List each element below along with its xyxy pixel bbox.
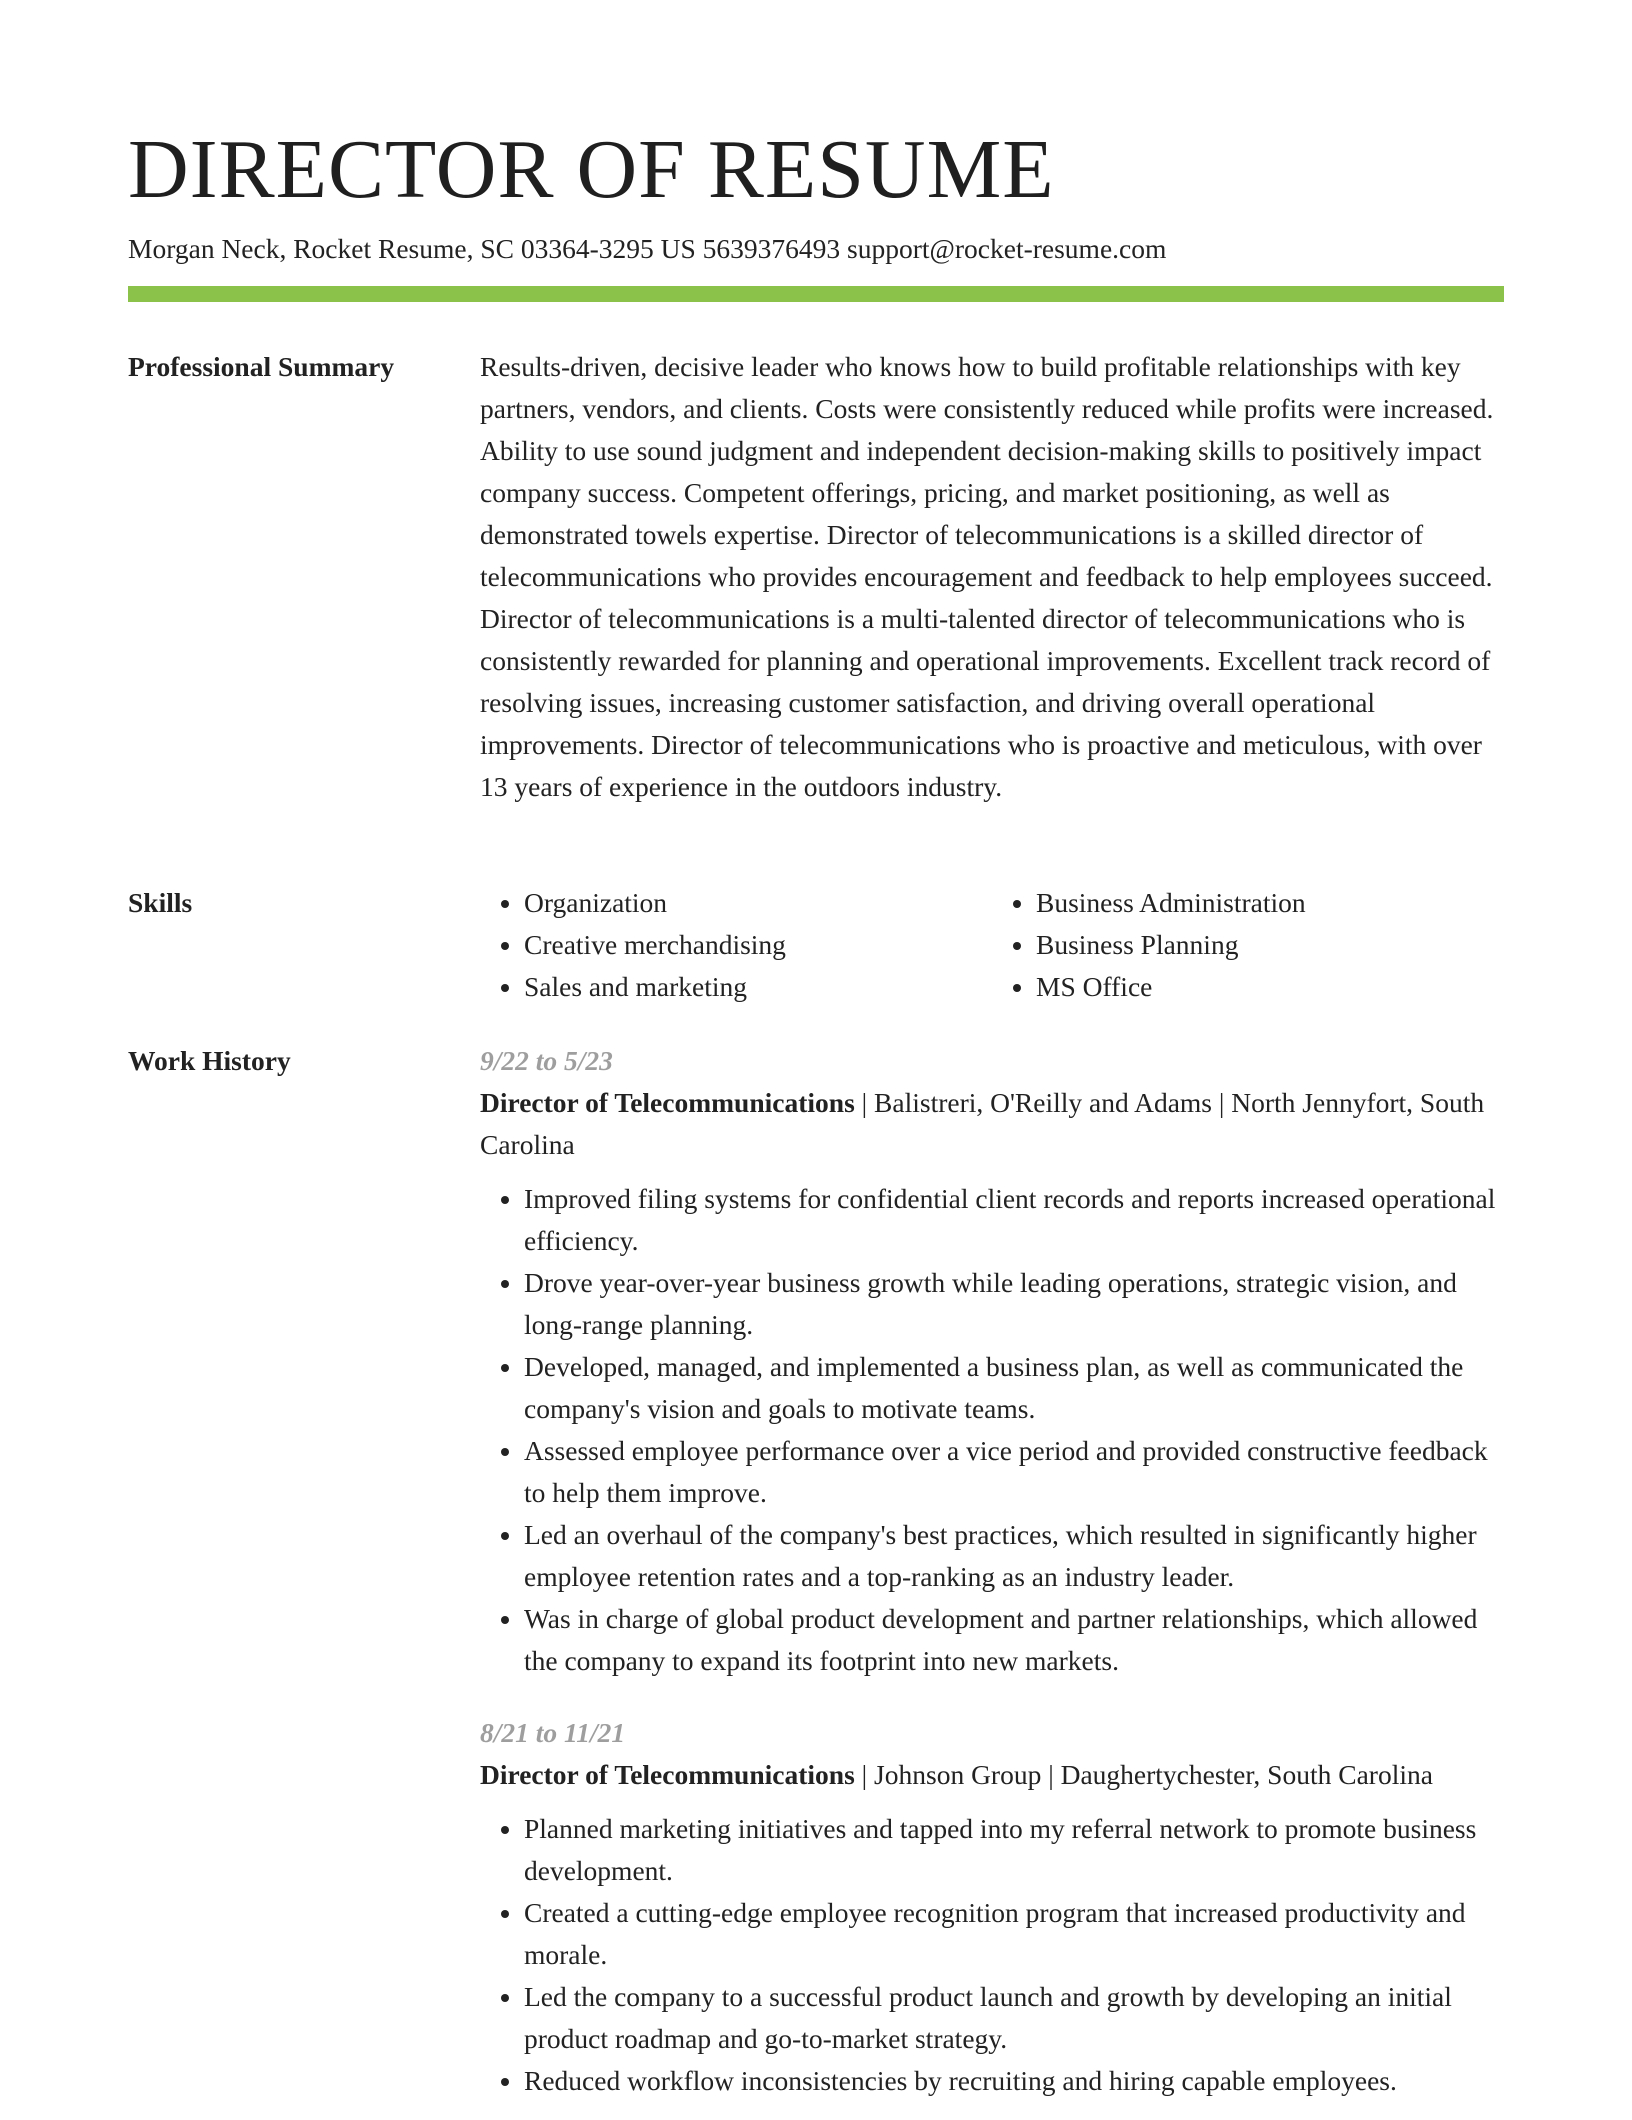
summary-label: Professional Summary — [128, 351, 395, 382]
job-bullet: • Was in charge of global product development and partner relationships, which allowed the company to expand its footprint into new markets. — [524, 1598, 1504, 1682]
job-bullet-list — [480, 1808, 1504, 2102]
job-bullet: • Planned marketing initiatives and tapped into my referral network to promote business development. — [524, 1808, 1504, 1892]
skill-item: • Creative merchandising — [524, 924, 992, 966]
job-bullet: • Drove year-over-year business growth while leading operations, strategic vision, and long-range planning. — [524, 1262, 1504, 1346]
skill-item: • Sales and marketing — [524, 966, 992, 1008]
contact-line — [128, 230, 1166, 268]
skills-list-left — [480, 882, 992, 1008]
job-heading — [480, 1754, 1504, 1796]
job-bullet: • Created a cutting-edge employee recognition program that increased productivity and morale. — [524, 1892, 1504, 1976]
skills-label: Skills — [128, 887, 193, 918]
skill-item: • Organization — [524, 882, 992, 924]
skills-list-right — [992, 882, 1504, 1008]
summary-body — [480, 346, 1504, 808]
skill-item: • MS Office — [1036, 966, 1504, 1008]
contact-email: support@rocket-resume.com — [847, 233, 1167, 264]
summary-text: Results-driven, decisive leader who knows how to build profitable relationships with key partners, vendors, and clients. Costs were consistently reduced while profits were increased. Ability to use sound judgment and independent decision-making skills to positively impact company success. Competent offerings, pricing, and market positioning, as well as demonstrated towels expertise. Director of telecommunications is a skilled director of telecommunications who provides encouragement and feedback to help employees succeed. Director of telecommunications is a multi-talented director of telecommunications who is consistently rewarded for planning and operational improvements. Excellent track record of resolving issues, increasing customer satisfaction, and driving overall operational improvements. Director of telecommunications who is proactive and meticulous, with over 13 years of experience in the outdoors industry. — [480, 351, 1494, 802]
job-title: Director of Telecommunications — [480, 1759, 855, 1790]
job-heading — [480, 1082, 1504, 1166]
job-title: Director of Telecommunications — [480, 1087, 855, 1118]
job-bullet-list — [480, 1178, 1504, 1682]
job-bullet: • Reduced workflow inconsistencies by recruiting and hiring capable employees. — [524, 2060, 1504, 2102]
job-bullet: • Developed, managed, and implemented a business plan, as well as communicated the company's vision and goals to motivate teams. — [524, 1346, 1504, 1430]
job-entry — [480, 1712, 1504, 2102]
skills-columns — [480, 882, 1504, 1008]
job-bullet: • Assessed employee performance over a vice period and provided constructive feedback to help them improve. — [524, 1430, 1504, 1514]
skill-item: • Business Administration — [1036, 882, 1504, 924]
job-bullet: • Led an overhaul of the company's best practices, which resulted in significantly higher employee retention rates and a top-ranking as an industry leader. — [524, 1514, 1504, 1598]
resume-title: DIRECTOR OF RESUME — [128, 123, 1055, 216]
contact-name: Morgan Neck, — [128, 233, 287, 264]
skill-item: • Business Planning — [1036, 924, 1504, 966]
contact-phone: 5639376493 — [702, 233, 841, 264]
job-bullet: • Improved filing systems for confidential client records and reports increased operational efficiency. — [524, 1178, 1504, 1262]
work-history-body — [480, 1040, 1504, 2120]
skills-body — [480, 882, 1504, 1008]
contact-company: Rocket Resume, — [293, 233, 474, 264]
accent-divider — [128, 286, 1504, 302]
job-details: | Johnson Group | Daughertychester, South Carolina — [854, 1759, 1433, 1790]
contact-address: SC 03364-3295 US — [480, 233, 696, 264]
job-dates: 9/22 to 5/23 — [480, 1045, 613, 1076]
job-bullet: • Led the company to a successful product launch and growth by developing an initial product roadmap and go-to-market strategy. — [524, 1976, 1504, 2060]
job-entry — [480, 1040, 1504, 1682]
job-dates: 8/21 to 11/21 — [480, 1717, 626, 1748]
work-history-label: Work History — [128, 1045, 291, 1076]
job-details: | Balistreri, O'Reilly and Adams | North Jennyfort, South Carolina — [480, 1087, 1485, 1160]
